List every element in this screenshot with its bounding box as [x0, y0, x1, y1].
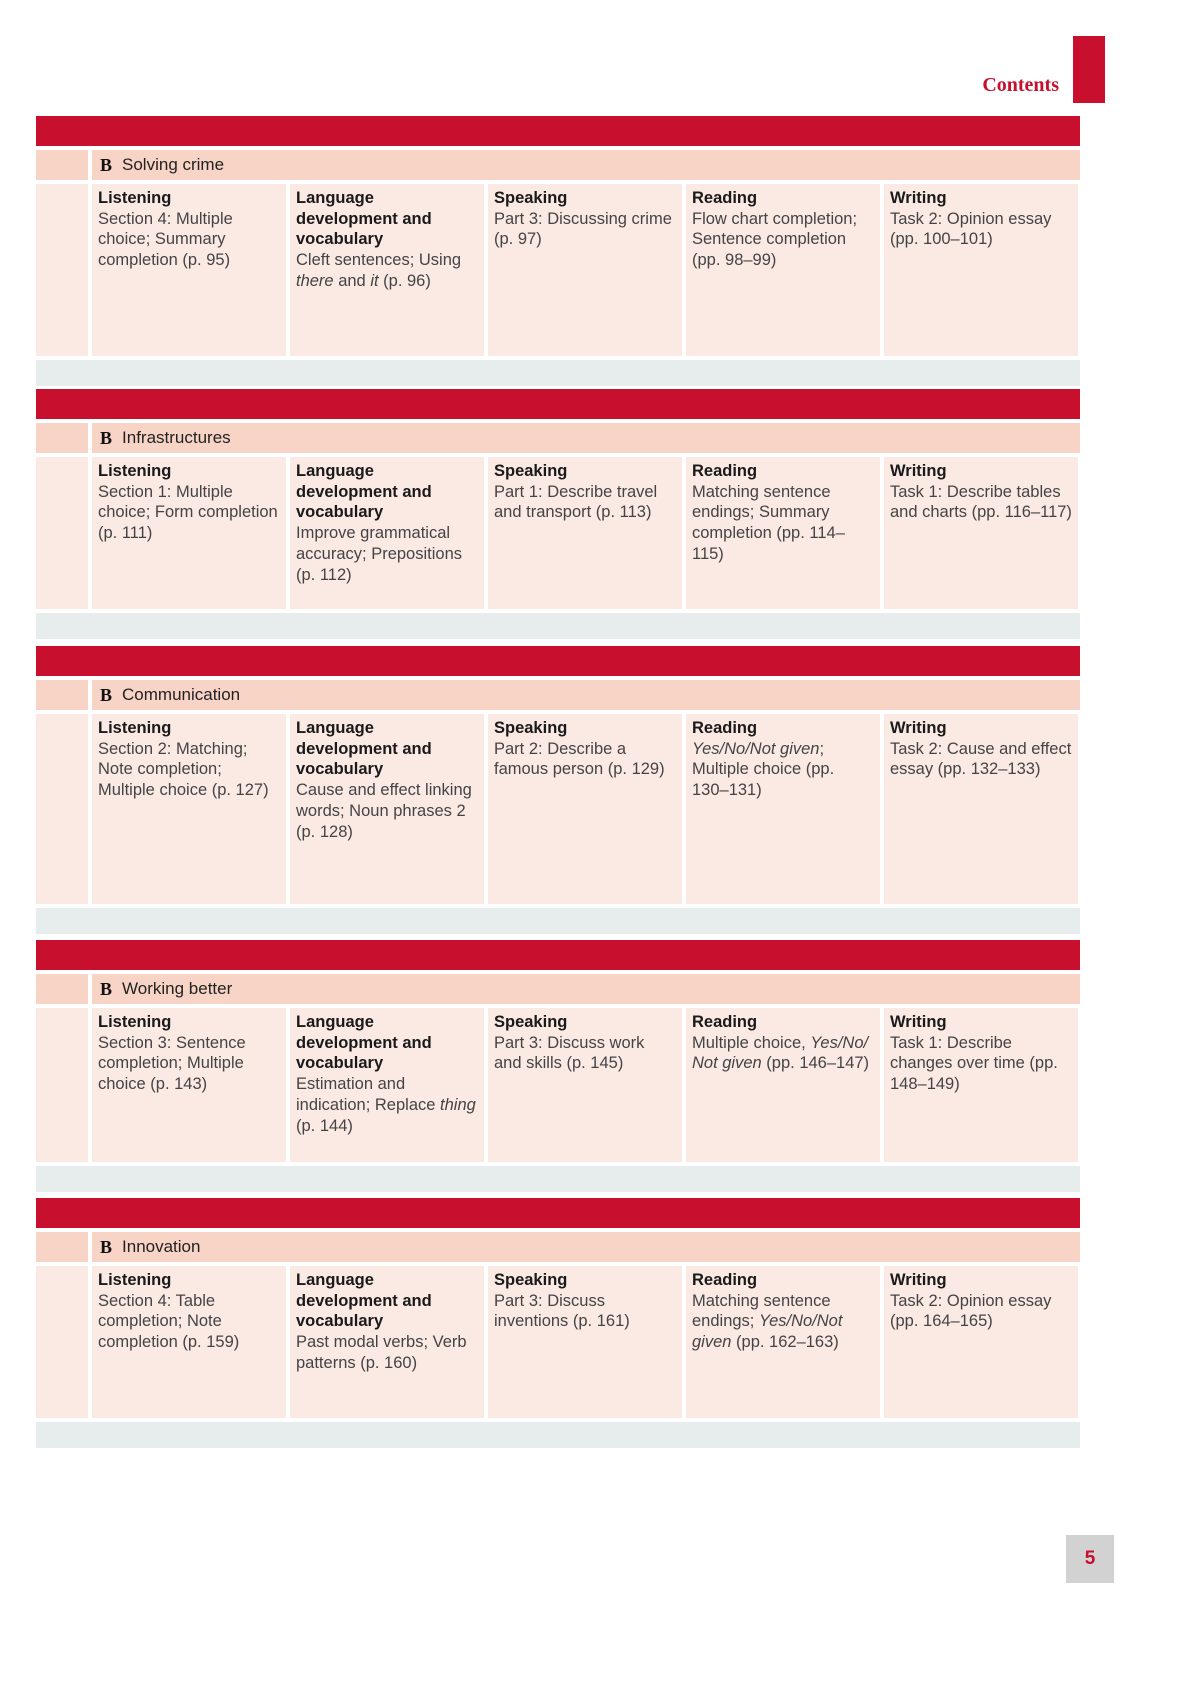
skill-cell-writing [884, 457, 1078, 609]
unit-title-row [36, 150, 1080, 180]
skill-heading: Listening [98, 1271, 172, 1289]
unit-title [92, 150, 1080, 180]
skill-description: Section 1: Multiple choice; Form completion (p. 111) [98, 482, 278, 543]
contents-label: Contents [982, 74, 1059, 96]
unit-letter: B [100, 154, 113, 175]
skill-description: Past modal verbs; Verb patterns (p. 160) [296, 1333, 467, 1372]
skill-cell-listening [92, 457, 286, 609]
unit-letter: B [100, 978, 113, 999]
skill-heading: Language development and vocabulary [296, 719, 432, 779]
skill-description: Cause and effect linking words; Noun phrases 2 (p. 128) [296, 781, 472, 841]
skill-heading: Writing [890, 189, 947, 207]
unit-content-row [36, 1266, 1080, 1418]
unit-title-text: Solving crime [122, 155, 225, 174]
skill-cell-writing [884, 714, 1078, 904]
skill-heading: Writing [890, 462, 947, 480]
skill-heading: Speaking [494, 189, 568, 207]
skill-description: Yes/No/Not given; Multiple choice (pp. 130–131) [692, 739, 835, 800]
unit-divider [36, 360, 1080, 386]
unit-block [36, 940, 1080, 1192]
unit-divider [36, 1166, 1080, 1192]
skill-heading: Listening [98, 189, 172, 207]
unit-letter: B [100, 427, 113, 448]
skill-description: Flow chart completion; Sentence completion (pp. 98–99) [692, 209, 858, 270]
unit-header-bar [36, 646, 1080, 676]
skill-description: Cleft sentences; Using there and it (p. 96) [296, 251, 462, 290]
skill-cell-speaking [488, 714, 682, 904]
header-tab [1073, 36, 1105, 103]
skill-heading: Language development and vocabulary [296, 1271, 432, 1331]
unit-title-text: Innovation [122, 1237, 201, 1256]
skill-description: Section 3: Sentence completion; Multiple choice (p. 143) [98, 1033, 246, 1094]
unit-block [36, 116, 1080, 386]
skill-description: Task 1: Describe changes over time (pp. 148–149) [890, 1033, 1058, 1094]
skill-cell-speaking [488, 184, 682, 356]
skill-heading: Speaking [494, 462, 568, 480]
title-spacer [36, 150, 88, 180]
skill-description: Part 3: Discussing crime (p. 97) [494, 209, 672, 249]
content-spacer [36, 1266, 88, 1418]
unit-title-text: Communication [122, 685, 241, 704]
skill-heading: Speaking [494, 1271, 568, 1289]
skill-heading: Reading [692, 719, 758, 737]
skill-heading: Listening [98, 719, 172, 737]
unit-title-row [36, 423, 1080, 453]
unit-title-text: Working better [122, 979, 233, 998]
skill-heading: Reading [692, 1271, 758, 1289]
skill-cell-speaking [488, 1266, 682, 1418]
skill-description: Improve grammatical accuracy; Prepositions (p. 112) [296, 524, 462, 584]
unit-block [36, 646, 1080, 934]
skill-description: Section 4: Multiple choice; Summary completion (p. 95) [98, 209, 233, 270]
skill-cell-reading [686, 1266, 880, 1418]
skill-cell-reading [686, 457, 880, 609]
skill-description: Section 2: Matching; Note completion; Multiple choice (p. 127) [98, 739, 269, 800]
skill-cell-reading [686, 714, 880, 904]
skill-heading: Language development and vocabulary [296, 189, 432, 249]
skill-cell-language [290, 1266, 484, 1418]
skill-heading: Speaking [494, 1013, 568, 1031]
unit-divider [36, 1422, 1080, 1448]
skill-heading: Reading [692, 189, 758, 207]
skill-heading: Writing [890, 719, 947, 737]
unit-title [92, 1232, 1080, 1262]
skill-cell-listening [92, 184, 286, 356]
skill-description: Task 2: Cause and effect essay (pp. 132–133) [890, 739, 1072, 779]
skill-cell-language [290, 457, 484, 609]
skill-cell-language [290, 714, 484, 904]
skill-description: Task 2: Opinion essay (pp. 100–101) [890, 209, 1052, 249]
unit-title [92, 680, 1080, 710]
unit-header-bar [36, 116, 1080, 146]
unit-title [92, 974, 1080, 1004]
unit-content-row [36, 184, 1080, 356]
content-spacer [36, 457, 88, 609]
unit-divider [36, 613, 1080, 639]
skill-heading: Reading [692, 1013, 758, 1031]
skill-cell-speaking [488, 457, 682, 609]
unit-title [92, 423, 1080, 453]
skill-description: Multiple choice, Yes/No/ Not given (pp. 146–147) [692, 1033, 870, 1073]
unit-title-row [36, 974, 1080, 1004]
skill-heading: Listening [98, 1013, 172, 1031]
content-spacer [36, 714, 88, 904]
skill-cell-reading [686, 1008, 880, 1162]
unit-content-row [36, 457, 1080, 609]
page-number: 5 [1066, 1535, 1114, 1583]
skill-description: Part 3: Discuss work and skills (p. 145) [494, 1033, 645, 1073]
skill-description: Part 2: Describe a famous person (p. 129) [494, 739, 665, 779]
skill-description: Matching sentence endings; Yes/No/Not given (pp. 162–163) [692, 1291, 843, 1352]
content-spacer [36, 184, 88, 356]
skill-cell-writing [884, 184, 1078, 356]
unit-content-row [36, 1008, 1080, 1162]
skill-cell-language [290, 1008, 484, 1162]
skill-cell-listening [92, 1266, 286, 1418]
skill-description: Task 1: Describe tables and charts (pp. 116–117) [890, 482, 1072, 522]
unit-header-bar [36, 389, 1080, 419]
title-spacer [36, 974, 88, 1004]
skill-heading: Listening [98, 462, 172, 480]
skill-cell-reading [686, 184, 880, 356]
skill-description: Part 3: Discuss inventions (p. 161) [494, 1291, 630, 1331]
skill-cell-writing [884, 1266, 1078, 1418]
unit-title-text: Infrastructures [122, 428, 231, 447]
unit-letter: B [100, 684, 113, 705]
skill-description: Part 1: Describe travel and transport (p. 113) [494, 482, 658, 522]
skill-cell-speaking [488, 1008, 682, 1162]
skill-heading: Reading [692, 462, 758, 480]
unit-block [36, 1198, 1080, 1448]
unit-content-row [36, 714, 1080, 904]
title-spacer [36, 423, 88, 453]
unit-header-bar [36, 1198, 1080, 1228]
skill-cell-writing [884, 1008, 1078, 1162]
skill-cell-listening [92, 714, 286, 904]
skill-heading: Language development and vocabulary [296, 462, 432, 522]
unit-letter: B [100, 1236, 113, 1257]
unit-title-row [36, 1232, 1080, 1262]
unit-divider [36, 908, 1080, 934]
title-spacer [36, 1232, 88, 1262]
unit-title-row [36, 680, 1080, 710]
unit-block [36, 389, 1080, 639]
skill-heading: Writing [890, 1013, 947, 1031]
skill-description: Estimation and indication; Replace thing (p. 144) [296, 1075, 476, 1135]
skill-description: Matching sentence endings; Summary completion (pp. 114–115) [692, 482, 845, 563]
skill-cell-language [290, 184, 484, 356]
skill-heading: Language development and vocabulary [296, 1013, 432, 1073]
skill-description: Section 4: Table completion; Note completion (p. 159) [98, 1291, 240, 1352]
skill-heading: Writing [890, 1271, 947, 1289]
skill-cell-listening [92, 1008, 286, 1162]
skill-heading: Speaking [494, 719, 568, 737]
title-spacer [36, 680, 88, 710]
unit-header-bar [36, 940, 1080, 970]
skill-description: Task 2: Opinion essay (pp. 164–165) [890, 1291, 1052, 1331]
content-spacer [36, 1008, 88, 1162]
